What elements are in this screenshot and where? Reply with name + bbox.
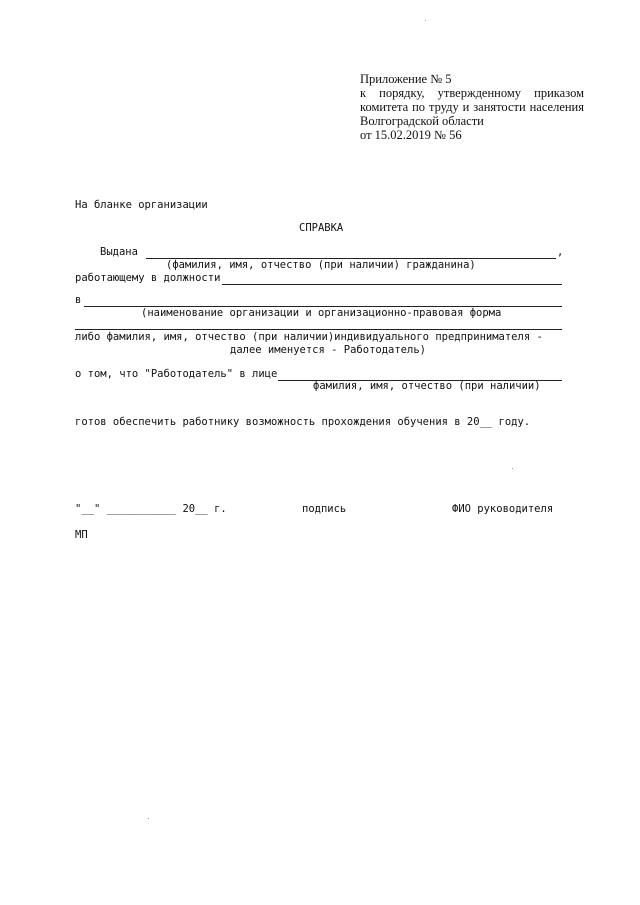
date-line: "__" ___________ 20__ г.	[75, 503, 227, 515]
employer-label: о том, что "Работодатель" в лице	[75, 368, 278, 380]
doc-title: СПРАВКА	[299, 222, 344, 234]
scan-speck	[425, 20, 426, 21]
issued-hint: (фамилия, имя, отчество (при наличии) гражданина)	[166, 259, 476, 271]
scan-speck	[148, 818, 149, 819]
appendix-title: Приложение № 5	[360, 72, 452, 86]
org-hint-2: либо фамилия, имя, отчество (при наличии)индивидуального предпринимателя -	[75, 331, 543, 343]
appendix-line-4: от 15.02.2019 № 56	[360, 128, 462, 142]
org-line-2	[75, 329, 562, 330]
employer-hint: фамилия, имя, отчество (при наличии)	[313, 380, 541, 392]
org-hint-1: (наименование организации и организационно-правовая форма	[141, 307, 502, 319]
issued-comma: ,	[557, 246, 564, 258]
position-label: работающему в должности	[75, 272, 221, 284]
scan-speck	[512, 468, 513, 469]
org-hint-3: далее именуется - Работодатель)	[230, 344, 426, 356]
training-text: готов обеспечить работнику возможность прохождения обучения в 20__ году.	[75, 416, 531, 428]
head-label: ФИО руководителя	[452, 503, 554, 515]
stamp-label: МП	[75, 529, 88, 541]
org-prefix: в	[75, 294, 82, 306]
letterhead-note: На бланке организации	[75, 199, 208, 211]
appendix-line-2: комитета по труду и занятости населения	[360, 100, 584, 114]
issued-label: Выдана	[100, 246, 138, 258]
appendix-line-3: Волгоградской области	[360, 114, 484, 128]
signature-label: подпись	[302, 503, 347, 515]
appendix-line-1: к порядку, утвержденному приказом	[360, 86, 584, 100]
appendix-block	[360, 72, 584, 142]
position-line	[222, 284, 562, 285]
